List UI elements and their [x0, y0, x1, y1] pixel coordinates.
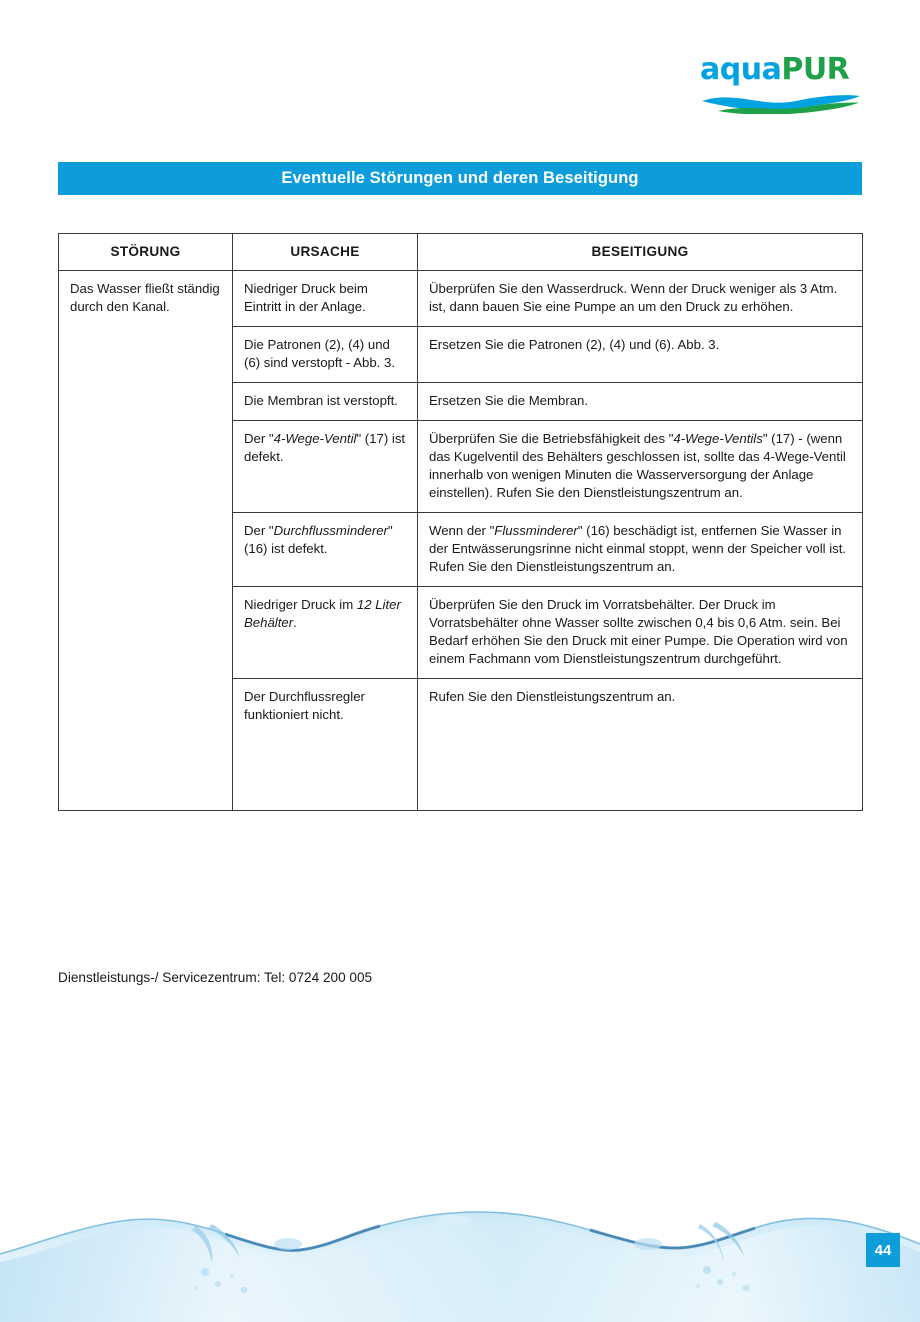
- column-header-beseitigung: BESEITIGUNG: [418, 234, 863, 271]
- remedy-cell: Überprüfen Sie den Druck im Vorratsbehälter. Der Druck im Vorratsbehälter ohne Wasser sollte zwischen 0,4 bis 0,6 Atm. sein. Bei Bedarf erhöhen Sie den Druck mit einer Pumpe. Die Operation wird von einem Fachmann vom Dienstleistungszentrum durchgeführt.: [418, 586, 863, 678]
- table-row: [59, 271, 863, 327]
- section-title-bar: [58, 162, 862, 195]
- page-title: Eventuelle Störungen und deren Beseitigung: [281, 169, 639, 187]
- symptom-cell: Das Wasser fließt ständig durch den Kanal.: [59, 271, 233, 810]
- cause-cell: Der "Durchflussminderer" (16) ist defekt.: [233, 513, 418, 587]
- column-header-ursache: URSACHE: [233, 234, 418, 271]
- logo-wordmark: [700, 52, 862, 87]
- table-body: [59, 271, 863, 810]
- service-center-note: Dienstleistungs-/ Servicezentrum: Tel: 0724 200 005: [58, 970, 373, 985]
- remedy-cell: Ersetzen Sie die Membran.: [418, 383, 863, 421]
- cause-cell: Niedriger Druck beim Eintritt in der Anlage.: [233, 271, 418, 327]
- remedy-cell: Überprüfen Sie die Betriebsfähigkeit des "4-Wege-Ventils" (17) - (wenn das Kugelventil des Behälters geschlossen ist, sollte das 4-Wege-Ventil innerhalb von wenigen Minuten die Wasserversorgung der Anlage einstellen). Rufen Sie den Dienstleistungszentrum an.: [418, 421, 863, 513]
- brand-logo: [700, 52, 862, 115]
- remedy-cell: Rufen Sie den Dienstleistungszentrum an.: [418, 678, 863, 810]
- cause-cell: Der Durchflussregler funktioniert nicht.: [233, 678, 418, 810]
- troubleshooting-table: [58, 233, 863, 811]
- logo-text-aqua: aqua: [700, 52, 782, 87]
- remedy-cell: Überprüfen Sie den Wasserdruck. Wenn der Druck weniger als 3 Atm. ist, dann bauen Sie eine Pumpe an um den Druck zu erhöhen.: [418, 271, 863, 327]
- water-wave-graphic: [0, 1172, 920, 1322]
- page-number-badge: 44: [866, 1233, 900, 1267]
- logo-text-pur: PUR: [781, 52, 850, 87]
- cause-cell: Die Patronen (2), (4) und (6) sind verstopft - Abb. 3.: [233, 327, 418, 383]
- remedy-cell: Wenn der "Flussminderer" (16) beschädigt ist, entfernen Sie Wasser in der Entwässerungsrinne nicht einmal stoppt, wenn der Speicher voll ist. Rufen Sie den Dienstleistungszentrum an.: [418, 513, 863, 587]
- logo-wave-icon: [700, 88, 862, 114]
- remedy-cell: Ersetzen Sie die Patronen (2), (4) und (6). Abb. 3.: [418, 327, 863, 383]
- cause-cell: Niedriger Druck im 12 Liter Behälter.: [233, 586, 418, 678]
- column-header-stoerung: STÖRUNG: [59, 234, 233, 271]
- cause-cell: Die Membran ist verstopft.: [233, 383, 418, 421]
- table-header-row: [59, 234, 863, 271]
- cause-cell: Der "4-Wege-Ventil" (17) ist defekt.: [233, 421, 418, 513]
